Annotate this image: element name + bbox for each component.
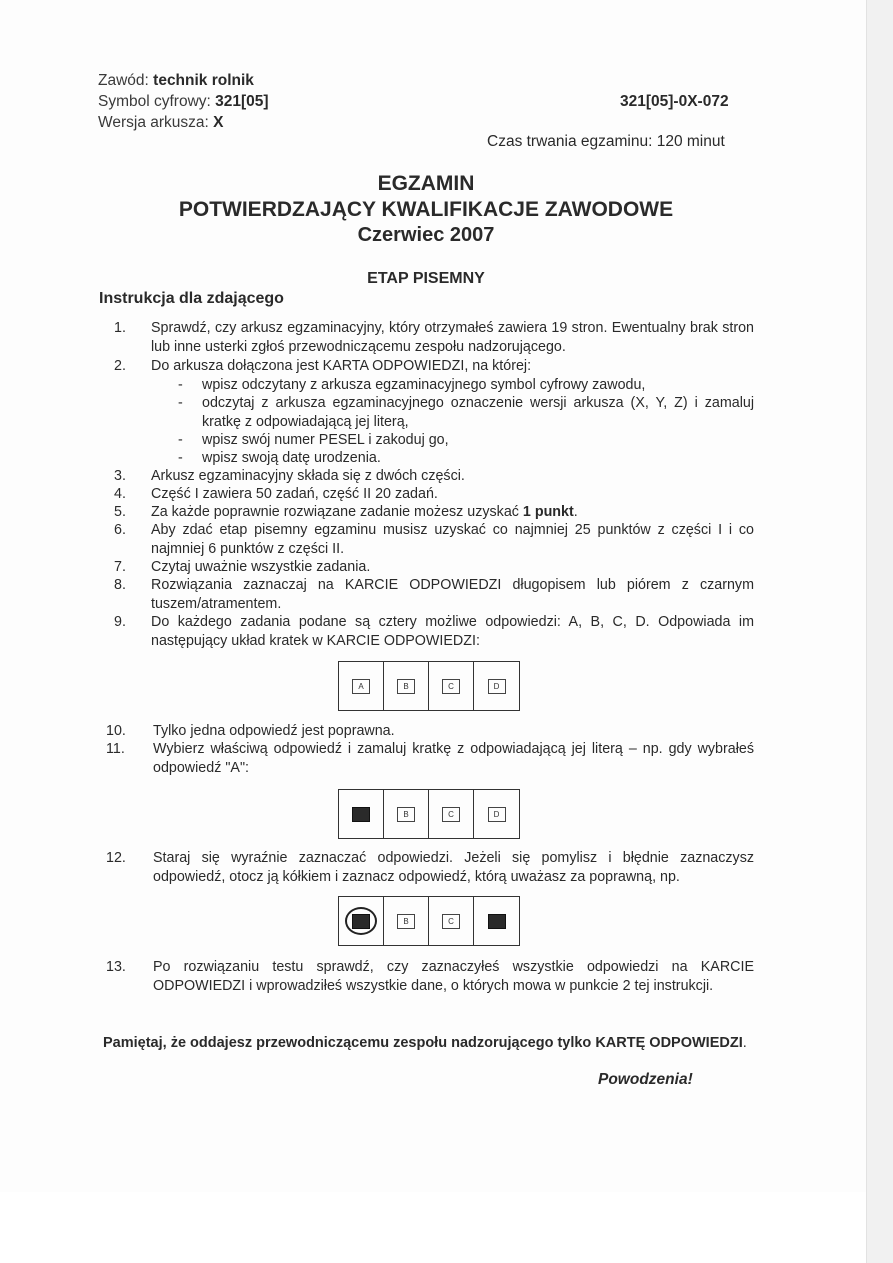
- sub-item-1: wpisz odczytany z arkusza egzaminacyjnego symbol cyfrowy zawodu,: [202, 377, 646, 393]
- sub-item-dash: -: [178, 450, 183, 466]
- title-date: Czerwiec 2007: [357, 224, 495, 246]
- header-symbol: Symbol cyfrowy: 321[05]: [98, 93, 269, 110]
- answer-cell-b: [384, 897, 429, 945]
- answer-grid-example-a-selected: [338, 789, 520, 839]
- answer-cell-c: [429, 662, 474, 710]
- title-main: POTWIERDZAJĄCY KWALIFIKACJE ZAWODOWE: [178, 198, 674, 221]
- header-profession: Zawód: technik rolnik: [98, 72, 254, 89]
- answer-box-b: B: [397, 914, 415, 929]
- instructions-heading: Instrukcja dla zdającego: [99, 290, 284, 307]
- stage-label: ETAP PISEMNY: [367, 270, 485, 287]
- answer-box-a-filled: [352, 914, 370, 929]
- answer-box-b: B: [397, 679, 415, 694]
- answer-grid-example-correction: [338, 896, 520, 946]
- sub-item-dash: -: [178, 395, 183, 411]
- exam-duration: Czas trwania egzaminu: 120 minut: [487, 133, 725, 150]
- answer-box-c: C: [442, 807, 460, 822]
- page-bottom: [0, 1192, 866, 1263]
- header-version: Wersja arkusza: X: [98, 114, 224, 131]
- answer-cell-b: [384, 790, 429, 838]
- circled-answer-a: [345, 907, 377, 935]
- closing-reminder: Pamiętaj, że oddajesz przewodniczącemu zespołu nadzorującego tylko KARTĘ ODPOWIEDZI.: [103, 1035, 747, 1051]
- good-luck: Powodzenia!: [598, 1071, 693, 1088]
- sub-item-dash: -: [178, 377, 183, 393]
- answer-grid-example-empty: [338, 661, 520, 711]
- answer-cell-d: [474, 790, 519, 838]
- exam-code: 321[05]-0X-072: [620, 93, 729, 110]
- title-egzamin: EGZAMIN: [377, 172, 475, 195]
- answer-cell-c: [429, 790, 474, 838]
- answer-cell-d: [474, 662, 519, 710]
- sub-item-dash: -: [178, 432, 183, 448]
- answer-box-d: D: [488, 807, 506, 822]
- answer-box-d-filled: [488, 914, 506, 929]
- answer-box-c: C: [442, 914, 460, 929]
- scan-edge: [866, 0, 893, 1263]
- answer-box-b: B: [397, 807, 415, 822]
- answer-box-a: A: [352, 679, 370, 694]
- answer-cell-b: [384, 662, 429, 710]
- answer-cell-d: [474, 897, 519, 945]
- sub-item-3: wpisz swój numer PESEL i zakoduj go,: [202, 432, 449, 448]
- answer-cell-a: [339, 662, 384, 710]
- answer-box-c: C: [442, 679, 460, 694]
- answer-cell-c: [429, 897, 474, 945]
- answer-box-d: D: [488, 679, 506, 694]
- sub-item-4: wpisz swoją datę urodzenia.: [202, 450, 381, 466]
- answer-cell-a: [339, 897, 384, 945]
- answer-box-a-filled: [352, 807, 370, 822]
- sub-item-2: odczytaj z arkusza egzaminacyjnego oznaczenie wersji arkusza (X, Y, Z) i zamaluj kratkę z odpowiadającą jej literą,: [202, 395, 754, 430]
- answer-cell-a: [339, 790, 384, 838]
